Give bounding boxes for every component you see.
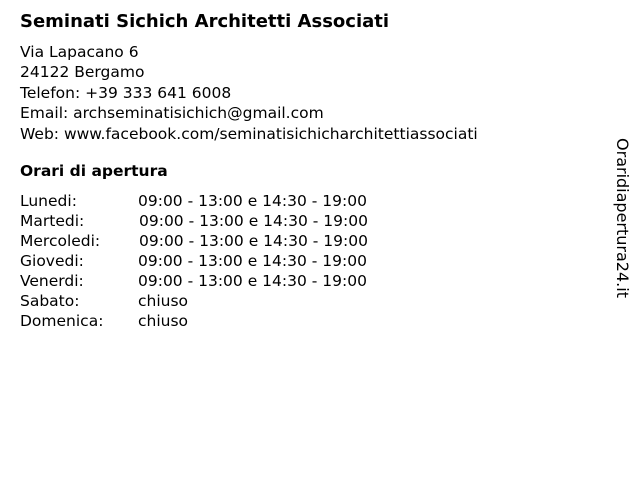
day-hours: 09:00 - 13:00 e 14:30 - 19:00 [138, 252, 367, 271]
hours-row-sunday [20, 311, 580, 331]
day-hours: chiuso [138, 292, 189, 311]
day-hours: 09:00 - 13:00 e 14:30 - 19:00 [139, 212, 368, 231]
business-card [20, 11, 580, 331]
day-label: Mercoledi: [20, 232, 101, 251]
hours-row-saturday [20, 291, 580, 311]
city-postal: 24122 Bergamo [20, 63, 145, 82]
day-label: Sabato: [20, 292, 80, 311]
day-label: Domenica: [20, 312, 104, 331]
day-hours: chiuso [138, 312, 189, 331]
day-hours: 09:00 - 13:00 e 14:30 - 19:00 [138, 192, 367, 211]
opening-hours-table [20, 191, 580, 331]
day-label: Venerdi: [20, 272, 84, 291]
day-hours: 09:00 - 13:00 e 14:30 - 19:00 [138, 272, 367, 291]
hours-row-friday [20, 271, 580, 291]
hours-row-thursday [20, 251, 580, 271]
day-label: Lunedi: [20, 192, 77, 211]
hours-row-tuesday [20, 211, 580, 231]
day-hours: 09:00 - 13:00 e 14:30 - 19:00 [139, 232, 368, 251]
day-label: Martedi: [20, 212, 85, 231]
hours-row-monday [20, 191, 580, 211]
phone-number: Telefon: +39 333 641 6008 [20, 83, 232, 102]
email-address: Email: archseminatisichich@gmail.com [20, 104, 324, 123]
site-brand-vertical: Oraridiapertura24.it [613, 138, 632, 298]
website-link: Web: www.facebook.com/seminatisichicharchitettiassociati [20, 124, 478, 143]
street-address: Via Lapacano 6 [20, 43, 139, 61]
opening-hours-heading: Orari di apertura [20, 162, 168, 181]
day-label: Giovedi: [20, 252, 84, 271]
business-name: Seminati Sichich Architetti Associati [20, 11, 390, 32]
hours-row-wednesday [20, 231, 580, 251]
